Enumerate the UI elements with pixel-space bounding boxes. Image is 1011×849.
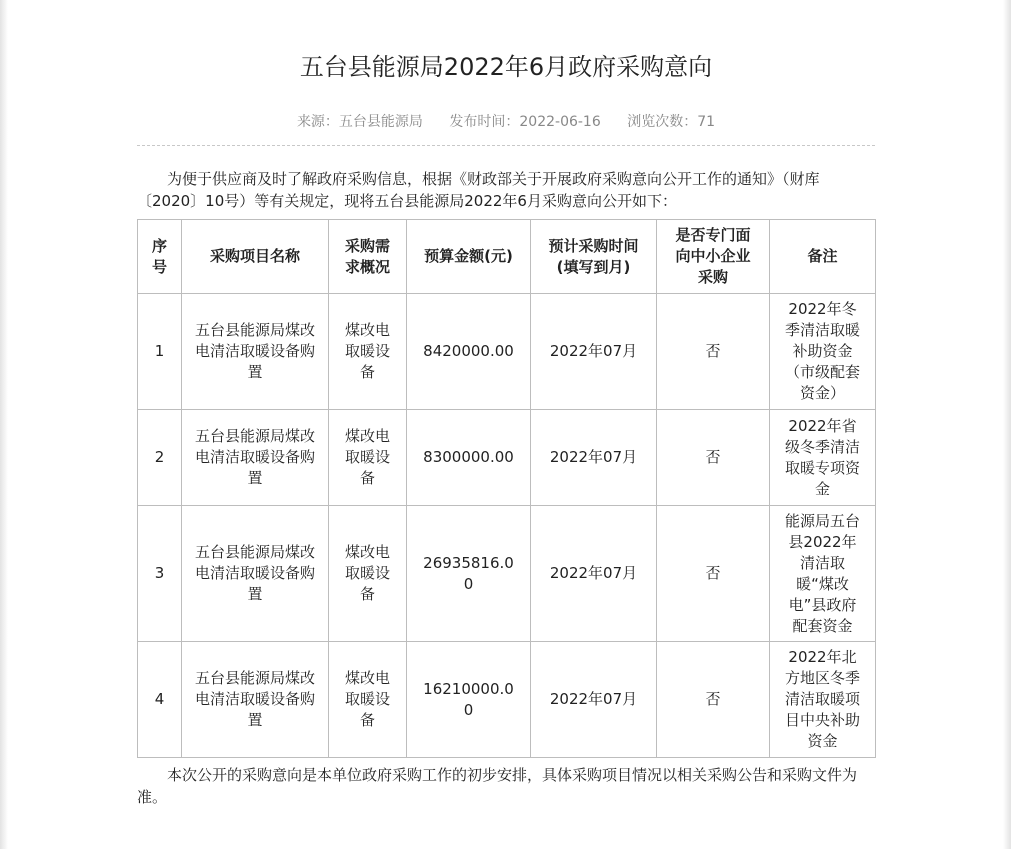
cell-sme: 否: [657, 506, 770, 642]
header-time: 预计采购时间(填写到月): [531, 220, 657, 294]
header-sme: 是否专门面向中小企业采购: [657, 220, 770, 294]
cell-project-name: 五台县能源局煤改电清洁取暖设备购置: [182, 506, 329, 642]
cell-sme: 否: [657, 410, 770, 506]
cell-needs: 煤改电取暖设备: [329, 506, 407, 642]
cell-project-name: 五台县能源局煤改电清洁取暖设备购置: [182, 642, 329, 758]
table-row: [138, 294, 876, 410]
cell-no: 4: [138, 642, 182, 758]
cell-project-name: 五台县能源局煤改电清洁取暖设备购置: [182, 410, 329, 506]
cell-needs: 煤改电取暖设备: [329, 294, 407, 410]
cell-time: 2022年07月: [531, 642, 657, 758]
cell-note: 2022年冬季清洁取暖补助资金（市级配套资金）: [770, 294, 876, 410]
cell-budget: 8420000.00: [407, 294, 531, 410]
cell-needs: 煤改电取暖设备: [329, 410, 407, 506]
article-meta: [137, 112, 875, 132]
header-note: 备注: [770, 220, 876, 294]
cell-budget: 16210000.00: [407, 642, 531, 758]
cell-time: 2022年07月: [531, 294, 657, 410]
header-needs: 采购需求概况: [329, 220, 407, 294]
footer-paragraph: 本次公开的采购意向是本单位政府采购工作的初步安排，具体采购项目情况以相关采购公告和采购文件为准。: [137, 766, 858, 806]
divider: [137, 145, 875, 146]
header-no: 序号: [138, 220, 182, 294]
cell-needs: 煤改电取暖设备: [329, 642, 407, 758]
cell-no: 2: [138, 410, 182, 506]
publish-time: 发布时间：2022-06-16: [449, 114, 601, 130]
right-edge-shadow: [1003, 0, 1011, 849]
table-header-row: [138, 220, 876, 294]
cell-no: 1: [138, 294, 182, 410]
left-edge-shadow: [0, 0, 8, 849]
cell-no: 3: [138, 506, 182, 642]
cell-project-name: 五台县能源局煤改电清洁取暖设备购置: [182, 294, 329, 410]
cell-time: 2022年07月: [531, 506, 657, 642]
cell-time: 2022年07月: [531, 410, 657, 506]
page-title: 五台县能源局2022年6月政府采购意向: [299, 53, 713, 81]
view-count: 浏览次数：71: [627, 114, 716, 130]
header-project-name: 采购项目名称: [182, 220, 329, 294]
table-row: [138, 506, 876, 642]
cell-note: 能源局五台县2022年清洁取暖“煤改电”县政府配套资金: [770, 506, 876, 642]
cell-note: 2022年北方地区冬季清洁取暖项目中央补助资金: [770, 642, 876, 758]
procurement-table: [137, 219, 876, 758]
cell-sme: 否: [657, 294, 770, 410]
cell-sme: 否: [657, 642, 770, 758]
table-row: [138, 642, 876, 758]
header-budget: 预算金额(元): [407, 220, 531, 294]
table-row: [138, 410, 876, 506]
source-label: 来源：五台县能源局: [296, 114, 423, 130]
cell-note: 2022年省级冬季清洁取暖专项资金: [770, 410, 876, 506]
cell-budget: 8300000.00: [407, 410, 531, 506]
cell-budget: 26935816.00: [407, 506, 531, 642]
intro-paragraph: 为便于供应商及时了解政府采购信息，根据《财政部关于开展政府采购意向公开工作的通知》（财库〔2020〕10号）等有关规定，现将五台县能源局2022年6月采购意向公开如下：: [137, 170, 820, 210]
